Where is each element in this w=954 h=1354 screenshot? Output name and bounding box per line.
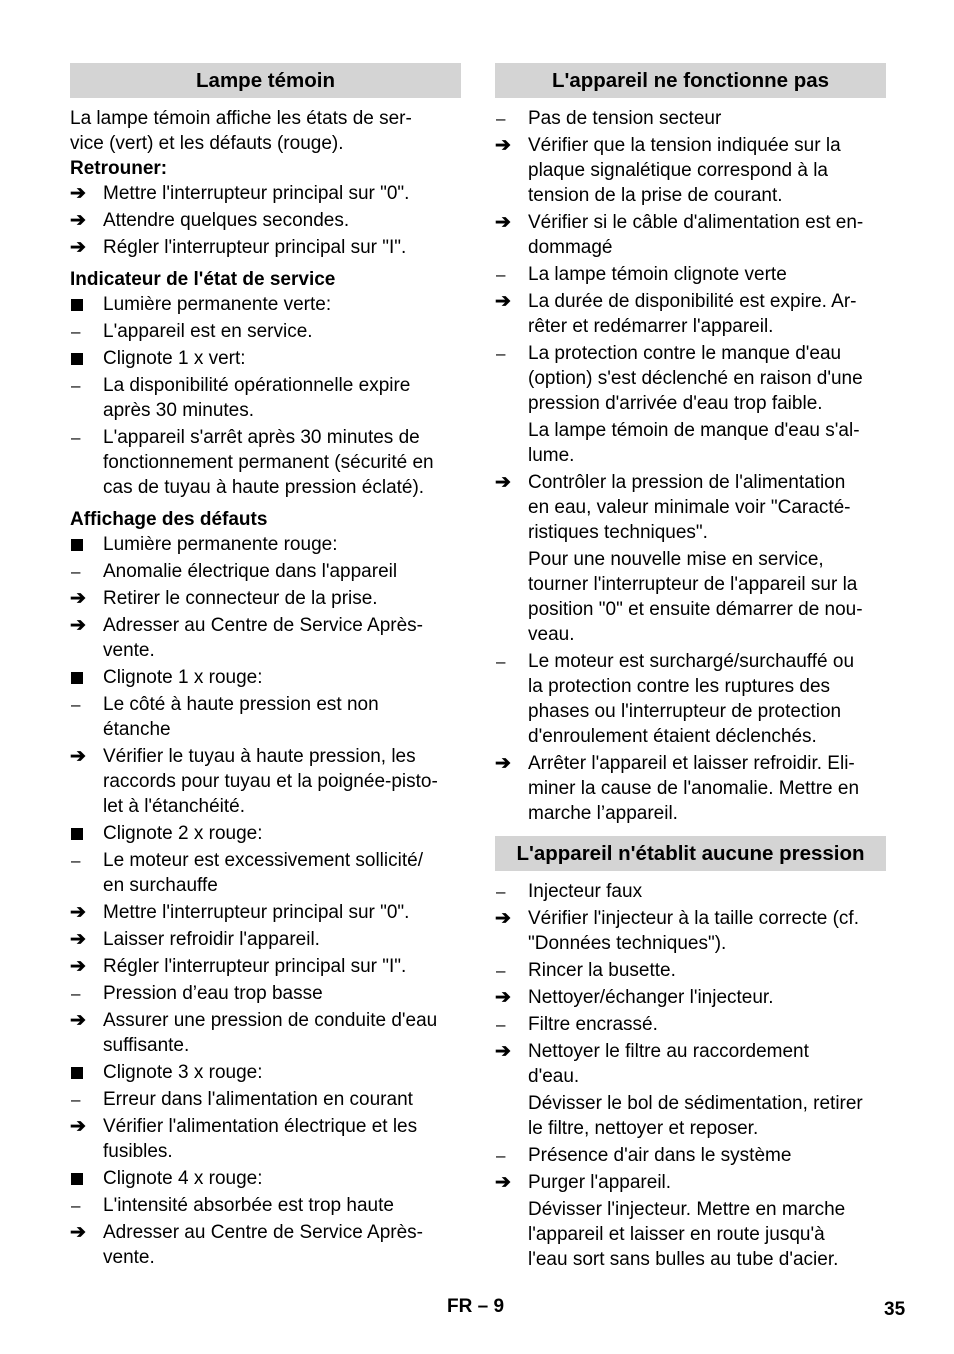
arrow-right-icon: ➔ [70, 956, 86, 977]
list-item [70, 559, 461, 584]
list-item [70, 1114, 461, 1164]
list-item [70, 208, 461, 233]
left-column [70, 63, 461, 1272]
arrow-right-icon: ➔ [70, 588, 86, 609]
list-item-text: Laisser refroidir l'appareil. [103, 929, 320, 950]
list-item-text: Présence d'air dans le système [528, 1145, 792, 1166]
list-item [70, 1087, 461, 1112]
dash-bullet-icon: – [71, 1196, 81, 1215]
arrow-right-icon: ➔ [70, 1222, 86, 1243]
list-item-text: Mettre l'interrupteur principal sur "0". [103, 902, 410, 923]
heading-lampe-temoin: Lampe témoin [70, 63, 461, 98]
list-item-text: Pression d’eau trop basse [103, 983, 323, 1004]
dash-bullet-icon: – [71, 851, 81, 870]
square-bullet-icon [70, 346, 96, 371]
arrow-right-icon: ➔ [70, 615, 86, 636]
dash-bullet-icon: – [496, 961, 506, 980]
list-item-text: Adresser au Centre de Service Après- vente. [103, 1222, 423, 1268]
list-item-text: Clignote 4 x rouge: [103, 1168, 263, 1189]
arrow-right-icon: ➔ [70, 210, 86, 231]
list-item [70, 821, 461, 846]
arrow-right-icon: ➔ [70, 1116, 86, 1137]
list-item [70, 744, 461, 819]
list-item [70, 1008, 461, 1058]
list-item [495, 751, 886, 826]
fault-display-list [70, 532, 461, 1270]
dash-bullet-icon: – [496, 652, 506, 671]
subheading-defauts: Affichage des défauts [70, 509, 268, 530]
list-item-text: Le moteur est surchargé/surchauffé ou la protection contre les ruptures des phases ou l'interrupteur de protection d'enroulement étaient déclenchés. [528, 651, 855, 747]
list-item-text: Le moteur est excessivement sollicité/ en surchauffe [103, 850, 423, 896]
list-item-text: Contrôler la pression de l'alimentation en eau, valeur minimale voir "Caracté- ristiques techniques". [528, 472, 851, 543]
list-item-text: Attendre quelques secondes. [103, 210, 350, 231]
right-column [495, 63, 886, 1274]
list-item-text: Arrêter l'appareil et laisser refroidir. Eli- miner la cause de l'anomalie. Mettre en marche l’appareil. [528, 753, 860, 824]
list-item-text: Pas de tension secteur [528, 108, 722, 129]
retrouner-steps [70, 181, 461, 260]
list-item [70, 292, 461, 317]
list-item-text: Erreur dans l'alimentation en courant [103, 1089, 413, 1110]
dash-bullet-icon: – [71, 322, 81, 341]
list-item-text: Retirer le connecteur de la prise. [103, 588, 378, 609]
list-item [70, 981, 461, 1006]
square-bullet-icon [70, 821, 96, 846]
list-paragraph [495, 1197, 886, 1272]
list-item-text: La lampe témoin de manque d'eau s'al- lume. [528, 420, 860, 466]
list-item-text: Dévisser le bol de sédimentation, retirer le filtre, nettoyer et reposer. [528, 1093, 863, 1139]
dash-bullet-icon: – [496, 265, 506, 284]
arrow-right-icon: ➔ [495, 212, 511, 233]
dash-bullet-icon: – [71, 695, 81, 714]
list-item-text: Clignote 3 x rouge: [103, 1062, 263, 1083]
list-item [495, 1143, 886, 1168]
list-item [70, 586, 461, 611]
service-indicator-list [70, 292, 461, 500]
list-item-text: L'appareil s'arrêt après 30 minutes de fonctionnement permanent (sécurité en cas de tuyau à haute pression éclaté). [103, 427, 434, 498]
list-item-text: Clignote 2 x rouge: [103, 823, 263, 844]
heading-aucune-pression: L'appareil n'établit aucune pression [495, 836, 886, 871]
list-item [495, 879, 886, 904]
arrow-right-icon: ➔ [495, 1172, 511, 1193]
list-item [70, 1193, 461, 1218]
list-item-text: Purger l'appareil. [528, 1172, 672, 1193]
retrouner-label: Retrouner: [70, 158, 168, 179]
subheading-service: Indicateur de l'état de service [70, 269, 336, 290]
list-item-text: La lampe témoin clignote verte [528, 264, 787, 285]
list-item-text: Régler l'interrupteur principal sur "I". [103, 237, 407, 258]
footer-language-page: FR – 9 [447, 1296, 505, 1317]
list-item [495, 985, 886, 1010]
list-item [495, 958, 886, 983]
list-item [495, 133, 886, 208]
list-item-text: Vérifier que la tension indiquée sur la plaque signalétique correspond à la tension de la prise de courant. [528, 135, 841, 206]
arrow-right-icon: ➔ [70, 183, 86, 204]
list-item [70, 319, 461, 344]
list-item-text: Vérifier le tuyau à haute pression, les raccords pour tuyau et la poignée-pisto- let à l'étanchéité. [103, 746, 438, 817]
list-item [495, 1170, 886, 1195]
arrow-right-icon: ➔ [495, 472, 511, 493]
arrow-right-icon: ➔ [495, 908, 511, 929]
arrow-right-icon: ➔ [70, 237, 86, 258]
list-item-text: L'appareil est en service. [103, 321, 313, 342]
list-item [70, 1060, 461, 1085]
list-item [70, 1220, 461, 1270]
list-item [70, 692, 461, 742]
list-item-text: Vérifier l'injecteur à la taille correcte (cf. "Données techniques"). [528, 908, 859, 954]
list-item-text: La durée de disponibilité est expire. Ar- rêter et redémarrer l'appareil. [528, 291, 857, 337]
list-paragraph [495, 1091, 886, 1141]
list-item [70, 1166, 461, 1191]
list-item-text: Nettoyer le filtre au raccordement d'eau. [528, 1041, 809, 1087]
list-item [70, 346, 461, 371]
list-item [70, 181, 461, 206]
list-item [70, 665, 461, 690]
arrow-right-icon: ➔ [70, 902, 86, 923]
dash-bullet-icon: – [496, 1146, 506, 1165]
square-bullet-icon [70, 532, 96, 557]
list-item-text: Mettre l'interrupteur principal sur "0". [103, 183, 410, 204]
arrow-right-icon: ➔ [495, 135, 511, 156]
list-item-text: Clignote 1 x vert: [103, 348, 246, 369]
list-item-text: Vérifier si le câble d'alimentation est en- dommagé [528, 212, 864, 258]
dash-bullet-icon: – [71, 562, 81, 581]
dash-bullet-icon: – [496, 344, 506, 363]
dash-bullet-icon: – [71, 376, 81, 395]
square-bullet-icon [70, 292, 96, 317]
arrow-right-icon: ➔ [495, 291, 511, 312]
list-item [495, 470, 886, 545]
arrow-right-icon: ➔ [70, 1010, 86, 1031]
list-item [70, 954, 461, 979]
dash-bullet-icon: – [496, 109, 506, 128]
intro-paragraph: La lampe témoin affiche les états de ser- vice (vert) et les défauts (rouge). [70, 108, 412, 154]
list-item [495, 106, 886, 131]
list-item [495, 289, 886, 339]
list-item-text: Dévisser l'injecteur. Mettre en marche l'appareil et laisser en route jusqu'à l'eau sort sans bulles au tube d'acier. [528, 1199, 846, 1270]
list-item-text: Nettoyer/échanger l'injecteur. [528, 987, 774, 1008]
list-item-text: Pour une nouvelle mise en service, tourner l'interrupteur de l'appareil sur la position "0" et ensuite démarrer de nou- veau. [528, 549, 863, 645]
footer-page-number: 35 [884, 1299, 906, 1320]
dash-bullet-icon: – [71, 1090, 81, 1109]
list-paragraph [495, 547, 886, 647]
arrow-right-icon: ➔ [70, 746, 86, 767]
list-item-text: Vérifier l'alimentation électrique et les fusibles. [103, 1116, 418, 1162]
list-item-text: Filtre encrassé. [528, 1014, 658, 1035]
list-item-text: Anomalie électrique dans l'appareil [103, 561, 398, 582]
no-pressure-list [495, 879, 886, 1272]
list-item [70, 900, 461, 925]
list-item-text: Clignote 1 x rouge: [103, 667, 263, 688]
list-item-text: Assurer une pression de conduite d'eau suffisante. [103, 1010, 438, 1056]
list-item [495, 210, 886, 260]
list-item-text: La disponibilité opérationnelle expire après 30 minutes. [103, 375, 411, 421]
list-item [70, 848, 461, 898]
list-item [70, 927, 461, 952]
list-item-text: Injecteur faux [528, 881, 643, 902]
list-item [70, 373, 461, 423]
dash-bullet-icon: – [71, 428, 81, 447]
list-item [495, 1012, 886, 1037]
dash-bullet-icon: – [496, 882, 506, 901]
square-bullet-icon [70, 1060, 96, 1085]
list-item [70, 425, 461, 500]
list-item-text: Lumière permanente verte: [103, 294, 332, 315]
list-item-text: L'intensité absorbée est trop haute [103, 1195, 394, 1216]
heading-ne-fonctionne-pas: L'appareil ne fonctionne pas [495, 63, 886, 98]
list-item [495, 262, 886, 287]
arrow-right-icon: ➔ [495, 753, 511, 774]
list-item-text: Régler l'interrupteur principal sur "I". [103, 956, 407, 977]
list-item-text: Lumière permanente rouge: [103, 534, 338, 555]
list-item [70, 235, 461, 260]
list-item [70, 613, 461, 663]
list-item [70, 532, 461, 557]
list-item [495, 341, 886, 416]
dash-bullet-icon: – [71, 984, 81, 1003]
arrow-right-icon: ➔ [495, 1041, 511, 1062]
list-item [495, 906, 886, 956]
list-item-text: La protection contre le manque d'eau (option) s'est déclenché en raison d'une pression d'arrivée d'eau trop faible. [528, 343, 863, 414]
square-bullet-icon [70, 1166, 96, 1191]
square-bullet-icon [70, 665, 96, 690]
dash-bullet-icon: – [496, 1015, 506, 1034]
list-item-text: Le côté à haute pression est non étanche [103, 694, 379, 740]
not-working-list [495, 106, 886, 826]
arrow-right-icon: ➔ [495, 987, 511, 1008]
list-item-text: Adresser au Centre de Service Après- vente. [103, 615, 423, 661]
arrow-right-icon: ➔ [70, 929, 86, 950]
list-paragraph [495, 418, 886, 468]
list-item-text: Rincer la busette. [528, 960, 676, 981]
list-item [495, 649, 886, 749]
list-item [495, 1039, 886, 1089]
